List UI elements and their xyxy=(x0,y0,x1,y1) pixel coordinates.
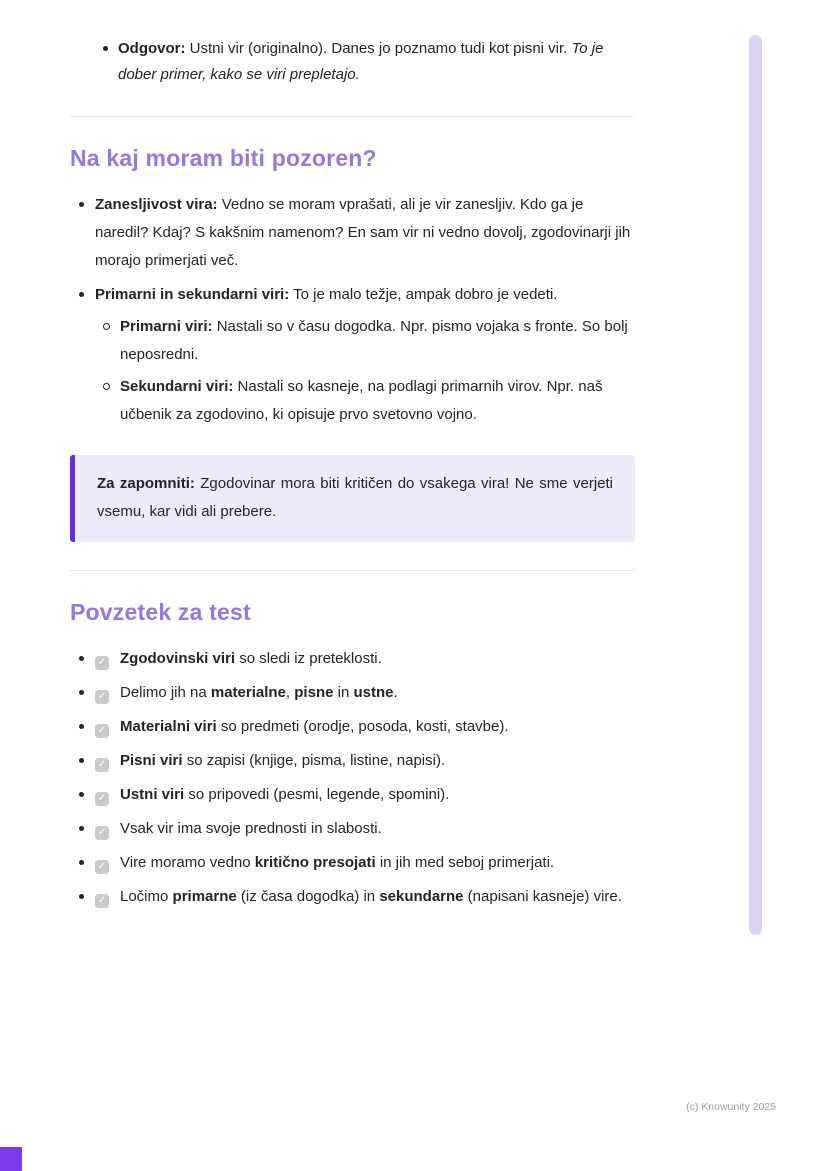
sub-bullet-list xyxy=(95,313,635,429)
checklist-text: Pisni viri so zapisi (knjige, pisma, listine, napisi). xyxy=(120,752,446,769)
checklist-item xyxy=(70,747,635,774)
checklist-text: Ločimo primarne (iz časa dogodka) in sekundarne (napisani kasneje) vire. xyxy=(120,888,622,905)
checklist-item xyxy=(70,781,635,808)
callout-box xyxy=(70,455,635,542)
check-icon: ✓ xyxy=(97,827,107,838)
list-item xyxy=(70,191,635,275)
checklist-text: Vire moramo vedno kritično presojati in jih med seboj primerjati. xyxy=(120,854,555,871)
check-icon: ✓ xyxy=(97,691,107,702)
bullet-list xyxy=(70,191,635,429)
checklist-text: Materialni viri so predmeti (orodje, posoda, kosti, stavbe). xyxy=(120,718,509,735)
sub-list-item-text: Primarni viri: Nastali so v času dogodka. Npr. pismo vojaka s fronte. So bolj neposredni. xyxy=(120,318,628,363)
checkbox-checked-icon xyxy=(95,860,109,874)
list-item-text: Zanesljivost vira: Vedno se moram vprašati, ali je vir zanesljiv. Kdo ga je naredil? Kdaj? S kakšnim namenom? En sam vir ni vedno dovolj, zgodovinarji jih morajo primerjati več. xyxy=(95,196,631,269)
copyright-footer: (c) Knowunity 2025 xyxy=(686,1101,776,1113)
list-item xyxy=(70,36,635,88)
checkbox-checked-icon xyxy=(95,792,109,806)
list-item-text: Primarni in sekundarni viri: To je malo težje, ampak dobro je vedeti. xyxy=(95,286,558,303)
checkbox-checked-icon xyxy=(95,690,109,704)
checklist-item xyxy=(70,883,635,910)
list-item xyxy=(70,281,635,429)
check-icon: ✓ xyxy=(97,759,107,770)
checklist-item xyxy=(70,679,635,706)
checkbox-checked-icon xyxy=(95,724,109,738)
checklist-item xyxy=(70,815,635,842)
section-title-summary: Povzetek za test xyxy=(70,599,251,625)
summary-checklist xyxy=(70,645,635,910)
checklist-item xyxy=(70,713,635,740)
checklist-item xyxy=(70,645,635,672)
checkbox-checked-icon xyxy=(95,758,109,772)
checklist-item xyxy=(70,849,635,876)
checkbox-checked-icon xyxy=(95,826,109,840)
checklist-text: Delimo jih na materialne, pisne in ustne. xyxy=(120,684,398,701)
sub-list-item xyxy=(95,313,635,369)
checklist-text: Zgodovinski viri so sledi iz preteklosti. xyxy=(120,650,382,667)
checklist-text: Ustni viri so pripovedi (pesmi, legende, spomini). xyxy=(120,786,450,803)
answer-text: Odgovor: Ustni vir (originalno). Danes jo poznamo tudi kot pisni vir. To je dober primer, kako se viri prepletajo. xyxy=(118,40,604,83)
check-icon: ✓ xyxy=(97,725,107,736)
checkbox-checked-icon xyxy=(95,894,109,908)
corner-accent xyxy=(0,1147,22,1171)
section-title-attention: Na kaj moram biti pozoren? xyxy=(70,145,377,171)
callout-text: Za zapomniti: Zgodovinar mora biti kritičen do vsakega vira! Ne sme verjeti vsemu, kar vidi ali prebere. xyxy=(97,475,614,520)
answer-list xyxy=(70,36,635,88)
checkbox-checked-icon xyxy=(95,656,109,670)
check-icon: ✓ xyxy=(97,895,107,906)
check-icon: ✓ xyxy=(97,793,107,804)
sub-list-item xyxy=(95,373,635,429)
page-scrollbar[interactable] xyxy=(749,35,762,935)
section-divider xyxy=(70,570,635,571)
section-divider xyxy=(70,116,635,117)
document-content xyxy=(70,0,635,910)
sub-list-item-text: Sekundarni viri: Nastali so kasneje, na podlagi primarnih virov. Npr. naš učbenik za zgodovino, ki opisuje prvo svetovno vojno. xyxy=(120,378,603,423)
check-icon: ✓ xyxy=(97,861,107,872)
checklist-text: Vsak vir ima svoje prednosti in slabosti. xyxy=(120,820,382,837)
check-icon: ✓ xyxy=(97,657,107,668)
